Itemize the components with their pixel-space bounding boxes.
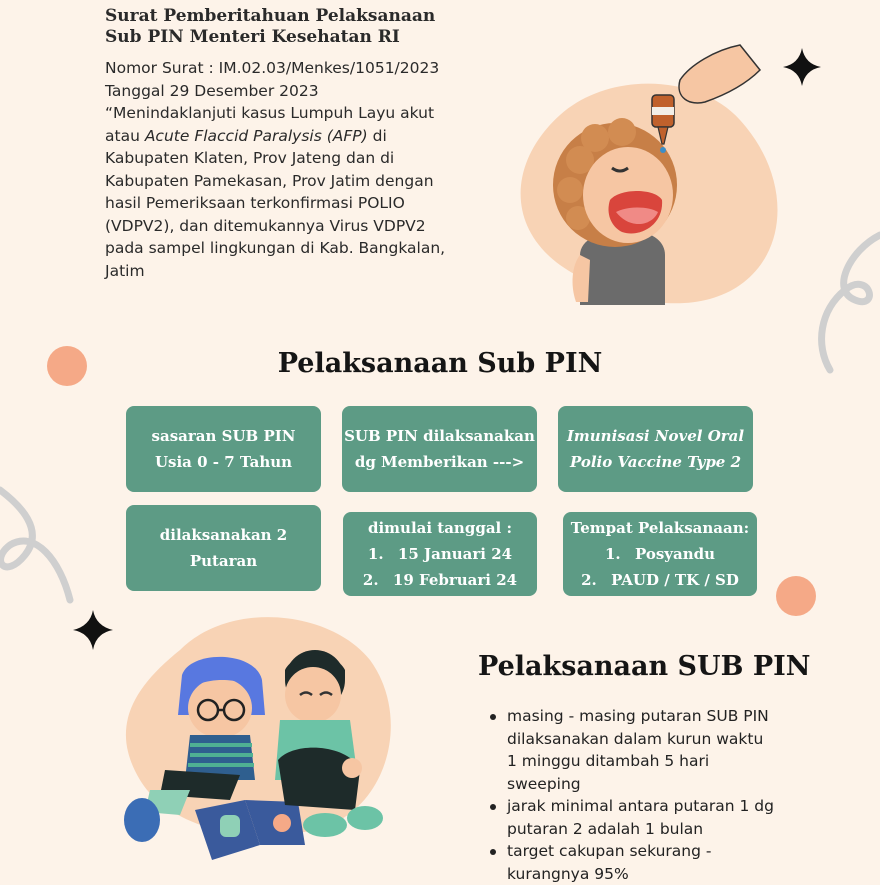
- dropper-tip: [658, 127, 668, 144]
- letter-body-line: hasil Pemeriksaan terkonfirmasi POLIO: [105, 194, 405, 212]
- card-start-dates: [343, 512, 537, 596]
- card-administration: [342, 406, 537, 492]
- letter-title: [105, 6, 485, 48]
- section-title-sub-pin: Pelaksanaan Sub PIN: [277, 348, 603, 379]
- card-heading: dimulai tanggal :: [367, 519, 512, 537]
- letter-body-line: [105, 125, 485, 148]
- list-item: target cakupan sekurang - kurangnya 95%: [485, 840, 815, 885]
- start-date-list: [363, 541, 517, 593]
- letter-body-line: Jatim: [105, 261, 145, 280]
- card-line: Imunisasi Novel Oral: [566, 427, 745, 445]
- card-line: Polio Vaccine Type 2: [569, 453, 742, 471]
- letter-title-line-2: Sub PIN Menteri Kesehatan RI: [105, 27, 400, 47]
- letter-body-line: “Menindaklanjuti kasus Lumpuh Layu akut: [105, 104, 435, 122]
- letter-body-line: (VDPV2), dan ditemukannya Virus VDPV2: [105, 216, 426, 235]
- girl-shoe: [124, 798, 160, 842]
- card-line: dg Memberikan --->: [354, 453, 525, 471]
- oral-vaccine-illustration: [540, 40, 770, 305]
- list-item: 2. 19 Februari 24: [362, 571, 518, 589]
- letter-body-line: Kabupaten Pamekasan, Prov Jatim dengan: [105, 171, 434, 190]
- card-line: Usia 0 - 7 Tahun: [154, 453, 293, 471]
- card-line: SUB PIN dilaksanakan: [344, 427, 535, 445]
- location-list: [581, 541, 739, 593]
- card-locations: [563, 512, 757, 596]
- list-item: 1. Posyandu: [604, 545, 716, 563]
- boy-shoe-right: [347, 806, 383, 830]
- afp-term: Acute Flaccid Paralysis (AFP): [144, 126, 368, 145]
- card-line: dilaksanakan 2: [159, 526, 288, 544]
- card-rounds: [126, 505, 321, 591]
- boy-face: [285, 667, 341, 723]
- card-target-age: [126, 406, 321, 492]
- list-item: 1. 15 Januari 24: [367, 545, 513, 563]
- letter-body-line: pada sampel lingkungan di Kab. Bangkalan,: [105, 239, 446, 257]
- card-line: Putaran: [189, 552, 258, 570]
- children-reading-illustration: [120, 650, 390, 865]
- letter-number: Nomor Surat : IM.02.03/Menkes/1051/2023: [105, 59, 440, 77]
- sparkle-left: [73, 610, 113, 650]
- card-heading: Tempat Pelaksanaan:: [570, 519, 750, 537]
- list-item: jarak minimal antara putaran 1 dg putaran 2 adalah 1 bulan: [485, 795, 815, 840]
- boy-shoe-left: [303, 813, 347, 837]
- hand: [679, 45, 760, 103]
- letter-body-text: di: [367, 126, 387, 145]
- boy-pants: [278, 748, 360, 810]
- card-line: sasaran SUB PIN: [151, 427, 296, 445]
- child-arm: [573, 255, 590, 302]
- list-item: 2. PAUD / TK / SD: [581, 571, 739, 589]
- list-item: masing - masing putaran SUB PIN dilaksanakan dalam kurun waktu 1 minggu ditambah 5 hari sweeping: [485, 705, 815, 795]
- letter-title-line-1: Surat Pemberitahuan Pelaksanaan: [105, 6, 436, 26]
- letter-body-line: Kabupaten Klaten, Prov Jateng dan di: [105, 149, 395, 167]
- letter-body: [105, 57, 485, 282]
- card-vaccine-type: [558, 406, 753, 492]
- section-title-sub-pin-details: Pelaksanaan SUB PIN: [478, 651, 811, 682]
- boy-hand: [342, 758, 362, 778]
- sparkle-top-right: [783, 48, 821, 86]
- swirl-left: [0, 490, 70, 600]
- vaccine-drop: [660, 147, 666, 153]
- letter-body-text: atau: [105, 126, 145, 145]
- letter-date: Tanggal 29 Desember 2023: [105, 81, 319, 100]
- implementation-bullet-list: [485, 705, 815, 885]
- peach-dot-right: [776, 576, 816, 616]
